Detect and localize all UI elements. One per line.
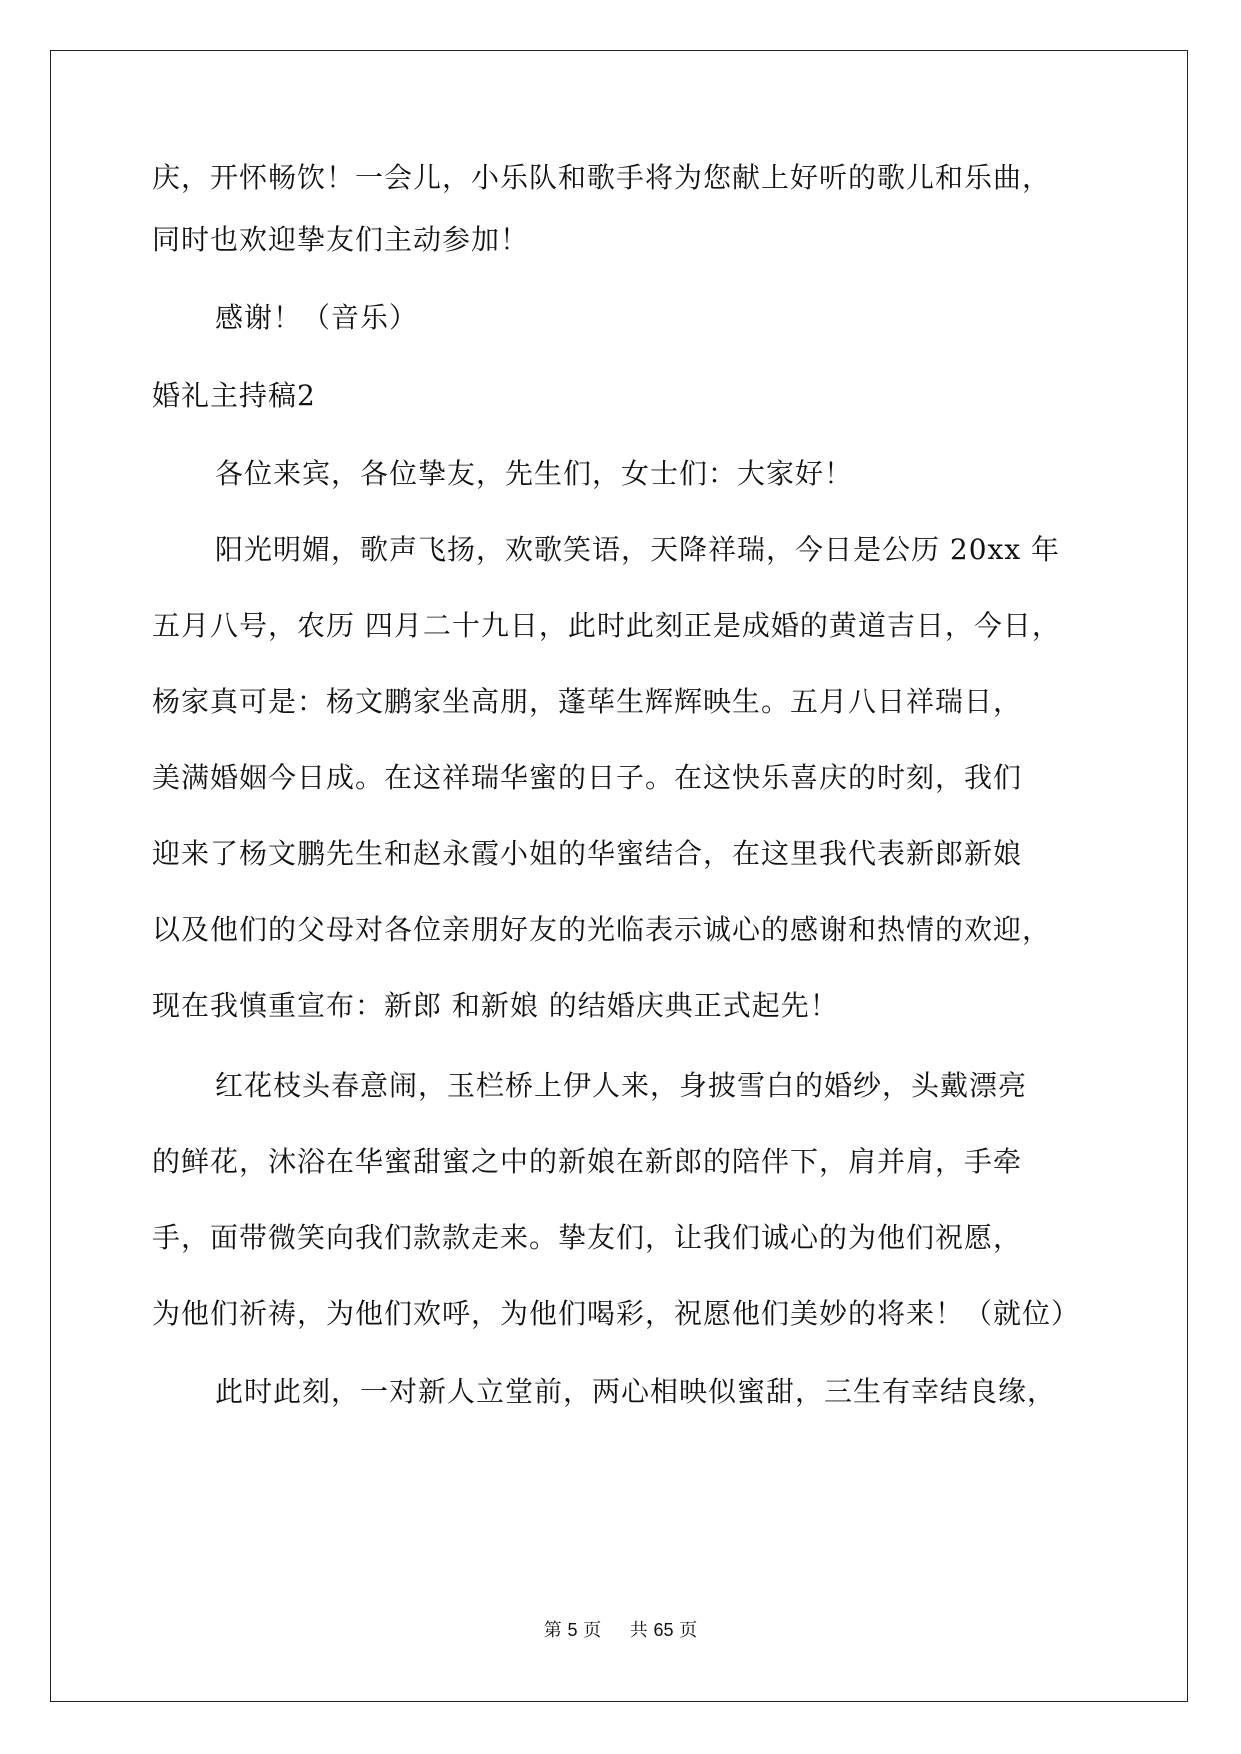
body-line: 美满婚姻今日成。在这祥瑞华蜜的日子。在这快乐喜庆的时刻，我们: [152, 761, 1023, 794]
body-line: 此时此刻，一对新人立堂前，两心相映似蜜甜，三生有幸结良缘，: [215, 1375, 1057, 1408]
body-line: 迎来了杨文鹏先生和赵永霞小姐的华蜜结合，在这里我代表新郎新娘: [152, 837, 1023, 870]
body-line: 为他们祈祷，为他们欢呼，为他们喝彩，祝愿他们美妙的将来！（就位）: [152, 1297, 1081, 1330]
total-suffix: 页: [679, 1620, 698, 1641]
page-number: 5: [567, 1620, 578, 1640]
body-line: 各位来宾，各位挚友，先生们，女士们：大家好！: [215, 457, 854, 490]
page-prefix: 第: [543, 1620, 562, 1641]
body-line: 阳光明媚，歌声飞扬，欢歌笑语，天降祥瑞，今日是公历 20xx 年: [215, 533, 1061, 566]
body-line: 以及他们的父母对各位亲朋好友的光临表示诚心的感谢和热情的欢迎，: [152, 913, 1052, 946]
body-line: 的鲜花，沐浴在华蜜甜蜜之中的新娘在新郎的陪伴下，肩并肩，手牵: [152, 1145, 1023, 1178]
section-heading: 婚礼主持稿2: [152, 379, 316, 412]
total-prefix: 共: [629, 1620, 648, 1641]
body-line: 同时也欢迎挚友们主动参加！: [152, 223, 530, 256]
body-line: 庆，开怀畅饮！一会儿，小乐队和歌手将为您献上好听的歌儿和乐曲，: [152, 161, 1052, 194]
page-footer: [0, 1618, 1241, 1643]
total-pages: 65: [653, 1620, 674, 1640]
body-line: 杨家真可是：杨文鹏家坐高朋，蓬荜生辉辉映生。五月八日祥瑞日，: [152, 685, 1023, 718]
body-line: 手，面带微笑向我们款款走来。挚友们，让我们诚心的为他们祝愿，: [152, 1221, 1023, 1254]
body-line: 现在我慎重宣布：新郎 和新娘 的结婚庆典正式起先！: [152, 989, 839, 1022]
page-suffix: 页: [583, 1620, 602, 1641]
body-line: 感谢！（音乐）: [215, 301, 419, 334]
body-line: 五月八号，农历 四月二十九日，此时此刻正是成婚的黄道吉日，今日，: [152, 609, 1061, 642]
body-line: 红花枝头春意闹，玉栏桥上伊人来，身披雪白的婚纱，头戴漂亮: [215, 1069, 1028, 1102]
